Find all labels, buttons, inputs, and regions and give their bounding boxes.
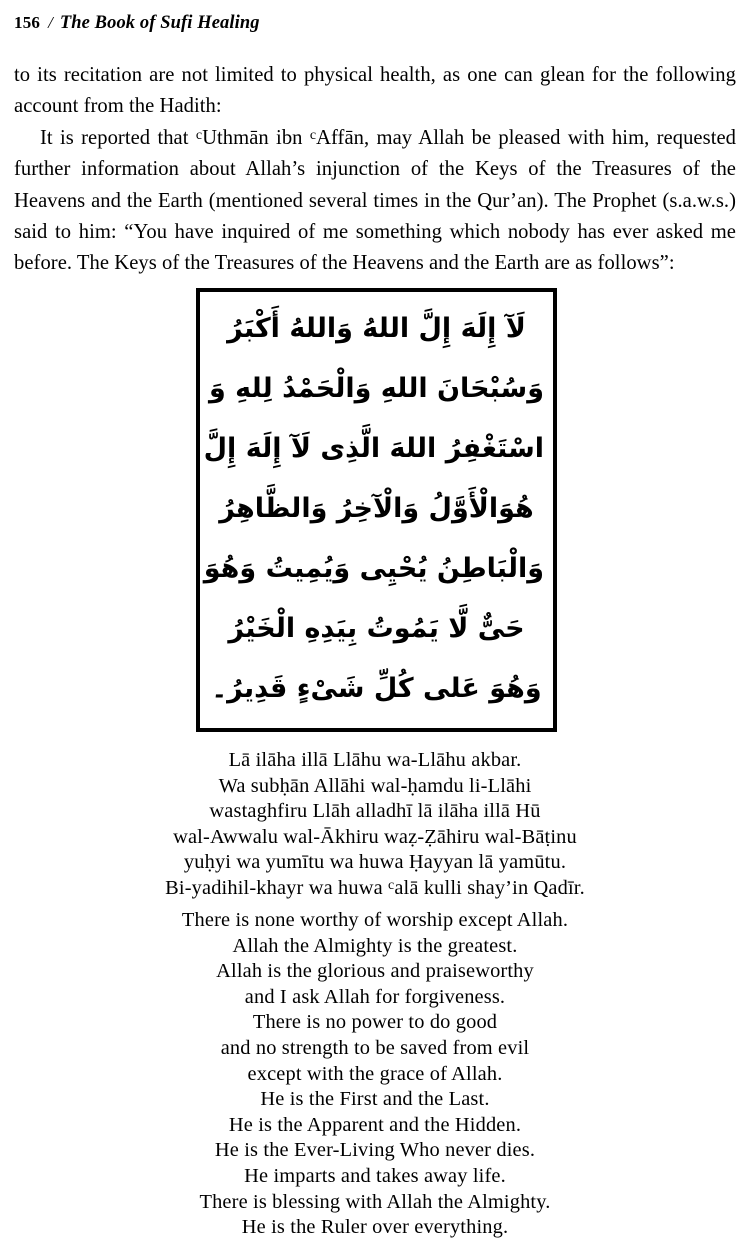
- translation-line: except with the grace of Allah.: [247, 1062, 503, 1085]
- transliteration-line: yuḥyi wa yumītu wa huwa Ḥayyan lā yamūtu.: [183, 851, 567, 874]
- translation-line: He imparts and takes away life.: [244, 1164, 506, 1187]
- arabic-line: حَىٌّ لَّا يَمُوتُ بِيَدِهِ الْخَيْرُ: [228, 613, 525, 644]
- paragraph-text: to its recitation are not limited to physical health, as one can glean for the following account from the Hadith:: [14, 64, 736, 118]
- translation-line: He is the Ruler over everything.: [241, 1216, 509, 1239]
- transliteration-block: [60, 748, 690, 902]
- transliteration-line: Wa subḥān Allāhi wal-ḥamdu li-Llāhi: [218, 774, 532, 797]
- ayn-superscript: c: [195, 127, 203, 143]
- running-head: [14, 13, 736, 39]
- arabic-line: اسْتَغْفِرُ اللهَ الَّذِى لَآ إِلَهَ إِلَّ: [203, 433, 544, 464]
- arabic-calligraphy-panel: [196, 288, 557, 732]
- ayn-superscript: c: [388, 877, 395, 893]
- body-text: [14, 60, 736, 280]
- translation-line: Allah the Almighty is the greatest.: [232, 934, 518, 957]
- arabic-line: هُوَالْأَوَّلُ وَالْآخِرُ وَالظَّاهِرُ: [219, 493, 534, 524]
- arabic-line: وَالْبَاطِنُ يُحْيِى وَيُمِيتُ وَهُوَ: [203, 553, 544, 584]
- translation-line: There is no power to do good: [252, 1011, 498, 1034]
- book-title: The Book of Sufi Healing: [59, 13, 260, 33]
- translation-line: There is none worthy of worship except Allah.: [181, 909, 569, 931]
- transliteration-line: Bi-yadihil-khayr wa huwa $^c$alā kulli shay’in Qadīr.: [165, 876, 585, 899]
- transliteration-line: wal-Awwalu wal-Ākhiru waẓ-Ẓāhiru wal-Bāṭinu: [173, 825, 577, 848]
- translation-line: There is blessing with Allah the Almighty.: [199, 1190, 551, 1213]
- translation-line: Allah is the glorious and praiseworthy: [216, 960, 534, 983]
- page-number: 156: [14, 13, 41, 32]
- arabic-line: وَسُبْحَانَ اللهِ وَالْحَمْدُ لِلهِ وَ: [208, 373, 544, 404]
- ayn-superscript: c: [309, 127, 317, 143]
- translation-line: He is the Ever-Living Who never dies.: [214, 1139, 536, 1162]
- english-translation-block: [60, 908, 690, 1241]
- transliteration-line: wastaghfiru Llāh alladhī lā ilāha illā Hū: [209, 800, 541, 823]
- running-head-separator: /: [48, 13, 53, 32]
- arabic-lines: [203, 298, 544, 720]
- paragraph-text: It is reported that $^c$Uthmān ibn $^c$Affān, may Allah be pleased with him, requested further information about Allah’s injunction of the Keys of the Treasures of the Heavens and the Earth (mentioned several times in the Qur’an). The Prophet (s.a.w.s.) said to him: “You have inquired of me something which nobody has ever asked me before. The Keys of the Treasures of the Heavens and the Earth are as follows”:: [14, 126, 736, 275]
- translation-line: and I ask Allah for forgiveness.: [244, 985, 506, 1008]
- transliteration-line: Lā ilāha illā Llāhu wa-Llāhu akbar.: [228, 749, 522, 771]
- arabic-line: وَهُوَ عَلى كُلِّ شَىْءٍ قَدِيرُ۔: [211, 673, 542, 704]
- paragraph-hadith-account: [14, 123, 736, 280]
- translation-line: He is the Apparent and the Hidden.: [228, 1113, 522, 1136]
- translation-line: and no strength to be saved from evil: [220, 1036, 530, 1059]
- translation-line: He is the First and the Last.: [260, 1088, 490, 1111]
- paragraph-continuation: [14, 60, 736, 123]
- arabic-line: لَآ إِلَهَ إِلَّ اللهُ وَاللهُ أَكْبَرُ: [227, 313, 526, 344]
